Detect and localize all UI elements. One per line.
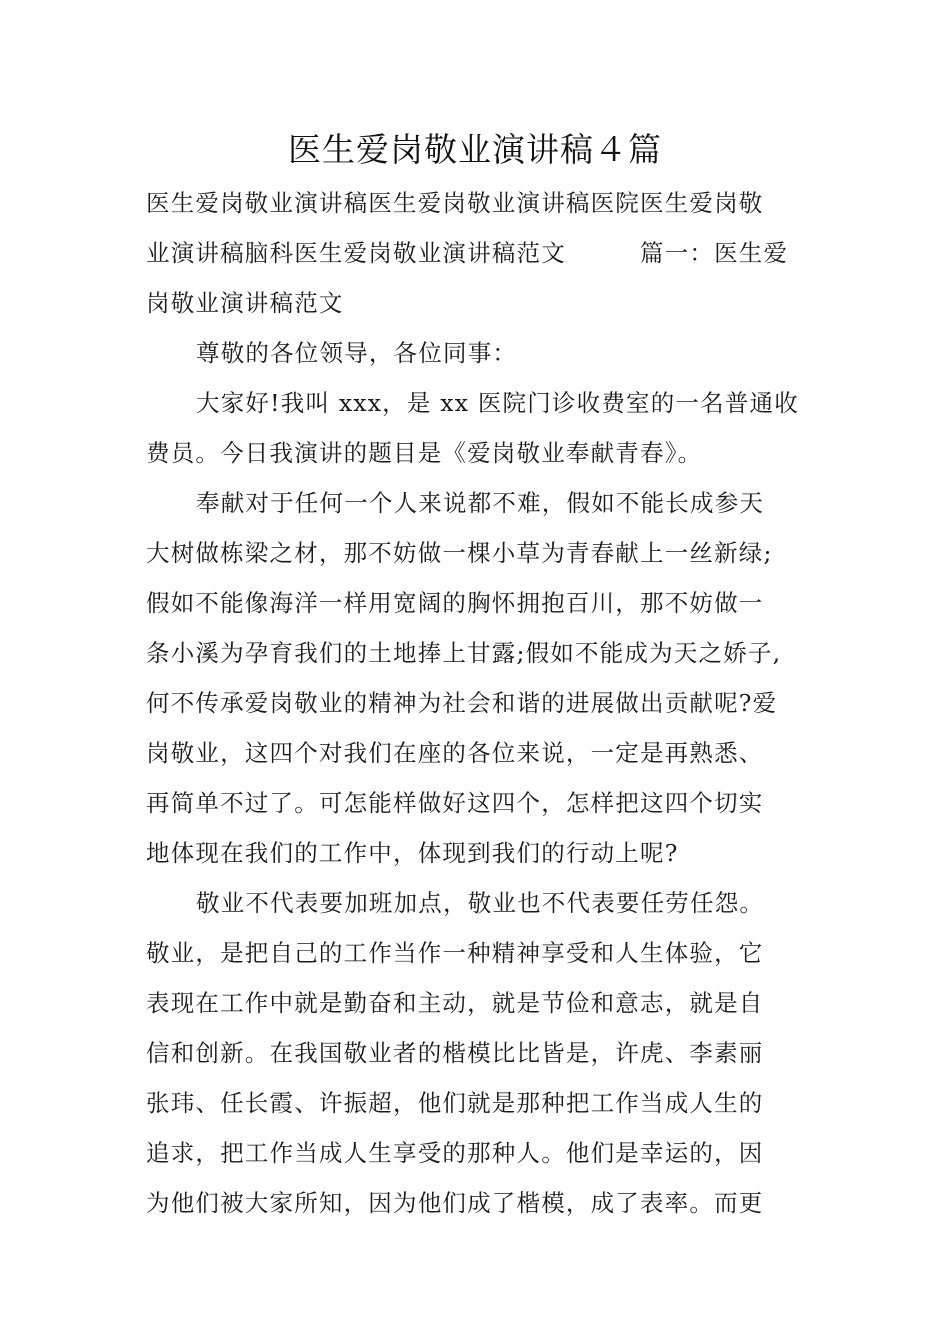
text-line: 敬业，是把自己的工作当作一种精神享受和人生体验，它: [146, 939, 764, 967]
text-line: 何不传承爱岗敬业的精神为社会和谐的进展做出贡献呢?爱: [146, 689, 778, 717]
text-line: 奉献对于任何一个人来说都不难，假如不能长成参天: [196, 489, 765, 517]
text-line: 岗敬业，这四个对我们在座的各位来说，一定是再熟悉、: [146, 739, 764, 767]
document-body: [146, 178, 810, 1228]
text-line: 业演讲稿脑科医生爱岗敬业演讲稿范文 篇一：医生爱: [146, 239, 789, 267]
text-line: 岗敬业演讲稿范文: [146, 289, 344, 317]
text-line: 大树做栋梁之材，那不妨做一棵小草为青春献上一丝新绿;: [146, 539, 773, 567]
text-line: 为他们被大家所知，因为他们成了楷模，成了表率。而更: [146, 1189, 764, 1217]
text-line: 信和创新。在我国敬业者的楷模比比皆是，许虎、李素丽: [146, 1039, 764, 1067]
text-line: 敬业不代表要加班加点，敬业也不代表要任劳任怨。: [196, 889, 765, 917]
text-line: 费员。今日我演讲的题目是《爱岗敬业奉献青春》。: [146, 439, 703, 467]
text-line: 张玮、任长霞、许振超，他们就是那种把工作当成人生的: [146, 1089, 764, 1117]
text-line: 大家好!我叫 xxx，是 xx 医院门诊收费室的一名普通收: [196, 389, 799, 417]
text-line: 追求，把工作当成人生享受的那种人。他们是幸运的，因: [146, 1139, 764, 1167]
text-line: 尊敬的各位领导，各位同事：: [196, 339, 518, 367]
text-line: 假如不能像海洋一样用宽阔的胸怀拥抱百川，那不妨做一: [146, 589, 764, 617]
text-line: 再简单不过了。可怎能样做好这四个，怎样把这四个切实: [146, 789, 764, 817]
document-title: 医生爱岗敬业演讲稿４篇: [288, 130, 662, 169]
text-line: 地体现在我们的工作中，体现到我们的行动上呢?: [146, 839, 679, 867]
text-line: 医生爱岗敬业演讲稿医生爱岗敬业演讲稿医院医生爱岗敬: [146, 189, 764, 217]
text-line: 表现在工作中就是勤奋和主动，就是节俭和意志，就是自: [146, 989, 764, 1017]
text-line: 条小溪为孕育我们的土地捧上甘露;假如不能成为天之娇子,: [146, 639, 782, 667]
